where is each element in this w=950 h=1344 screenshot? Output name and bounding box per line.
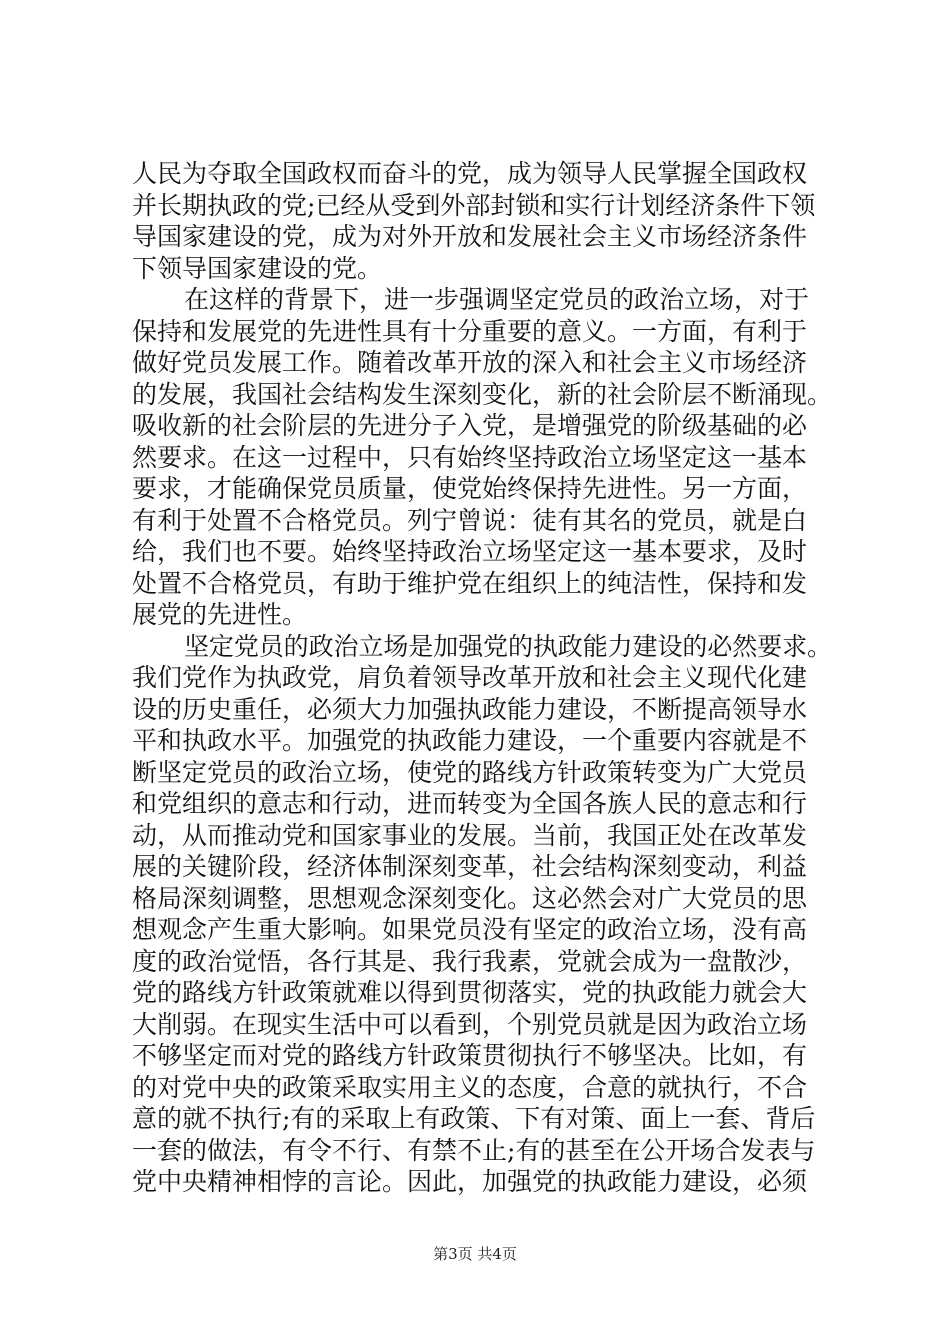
text-line: 格局深刻调整，思想观念深刻变化。这必然会对广大党员的思	[132, 883, 808, 913]
text-line: 坚定党员的政治立场是加强党的执政能力建设的必然要求。	[184, 631, 832, 661]
text-line: 然要求。在这一过程中，只有始终坚持政治立场坚定这一基本	[132, 442, 808, 472]
text-line: 做好党员发展工作。随着改革开放的深入和社会主义市场经济	[132, 348, 808, 377]
page-number-footer: 第3页 共4页	[433, 1245, 517, 1263]
text-line: 断坚定党员的政治立场，使党的路线方针政策转变为广大党员	[132, 757, 808, 787]
text-line: 展的关键阶段，经济体制深刻变革，社会结构深刻变动，利益	[132, 852, 808, 881]
text-line: 动，从而推动党和国家事业的发展。当前，我国正处在改革发	[132, 820, 808, 850]
text-line: 度的政治觉悟，各行其是、我行我素，党就会成为一盘散沙，	[132, 946, 808, 976]
text-line: 的发展，我国社会结构发生深刻变化，新的社会阶层不断涌现。	[132, 379, 833, 409]
text-line: 党中央精神相悖的言论。因此，加强党的执政能力建设，必须	[132, 1167, 808, 1196]
text-line: 并长期执政的党;已经从受到外部封锁和实行计划经济条件下领	[132, 190, 816, 220]
text-line: 不够坚定而对党的路线方针政策贯彻执行不够坚决。比如，有	[132, 1041, 808, 1070]
text-line: 我们党作为执政党，肩负着领导改革开放和社会主义现代化建	[132, 663, 808, 692]
text-line: 下领导国家建设的党。	[132, 253, 383, 283]
body-text	[132, 158, 832, 1198]
text-line: 平和执政水平。加强党的执政能力建设，一个重要内容就是不	[132, 726, 808, 755]
text-line: 吸收新的社会阶层的先进分子入党，是增强党的阶级基础的必	[132, 411, 808, 440]
text-line: 要求，才能确保党员质量，使党始终保持先进性。另一方面，	[132, 474, 808, 503]
text-line: 设的历史重任，必须大力加强执政能力建设，不断提高领导水	[132, 694, 808, 724]
text-line: 在这样的背景下，进一步强调坚定党员的政治立场，对于	[184, 285, 810, 314]
text-line: 保持和发展党的先进性具有十分重要的意义。一方面，有利于	[132, 316, 808, 346]
text-line: 给，我们也不要。始终坚持政治立场坚定这一基本要求，及时	[132, 537, 808, 566]
text-line: 一套的做法，有令不行、有禁不止;有的甚至在公开场合发表与	[132, 1135, 816, 1165]
text-line: 意的就不执行;有的采取上有政策、下有对策、面上一套、背后	[132, 1104, 816, 1133]
text-line: 人民为夺取全国政权而奋斗的党，成为领导人民掌握全国政权	[132, 159, 808, 188]
text-line: 的对党中央的政策采取实用主义的态度，合意的就执行，不合	[132, 1072, 808, 1102]
text-line: 有利于处置不合格党员。列宁曾说：徒有其名的党员，就是白	[132, 505, 808, 535]
text-line: 大削弱。在现实生活中可以看到，个别党员就是因为政治立场	[132, 1009, 808, 1039]
text-line: 想观念产生重大影响。如果党员没有坚定的政治立场，没有高	[132, 915, 808, 944]
text-line: 和党组织的意志和行动，进而转变为全国各族人民的意志和行	[132, 789, 808, 818]
text-line: 导国家建设的党，成为对外开放和发展社会主义市场经济条件	[132, 222, 808, 251]
text-line: 处置不合格党员，有助于维护党在组织上的纯洁性，保持和发	[132, 568, 808, 598]
text-line: 党的路线方针政策就难以得到贯彻落实，党的执政能力就会大	[132, 978, 808, 1007]
text-line: 展党的先进性。	[132, 600, 308, 629]
